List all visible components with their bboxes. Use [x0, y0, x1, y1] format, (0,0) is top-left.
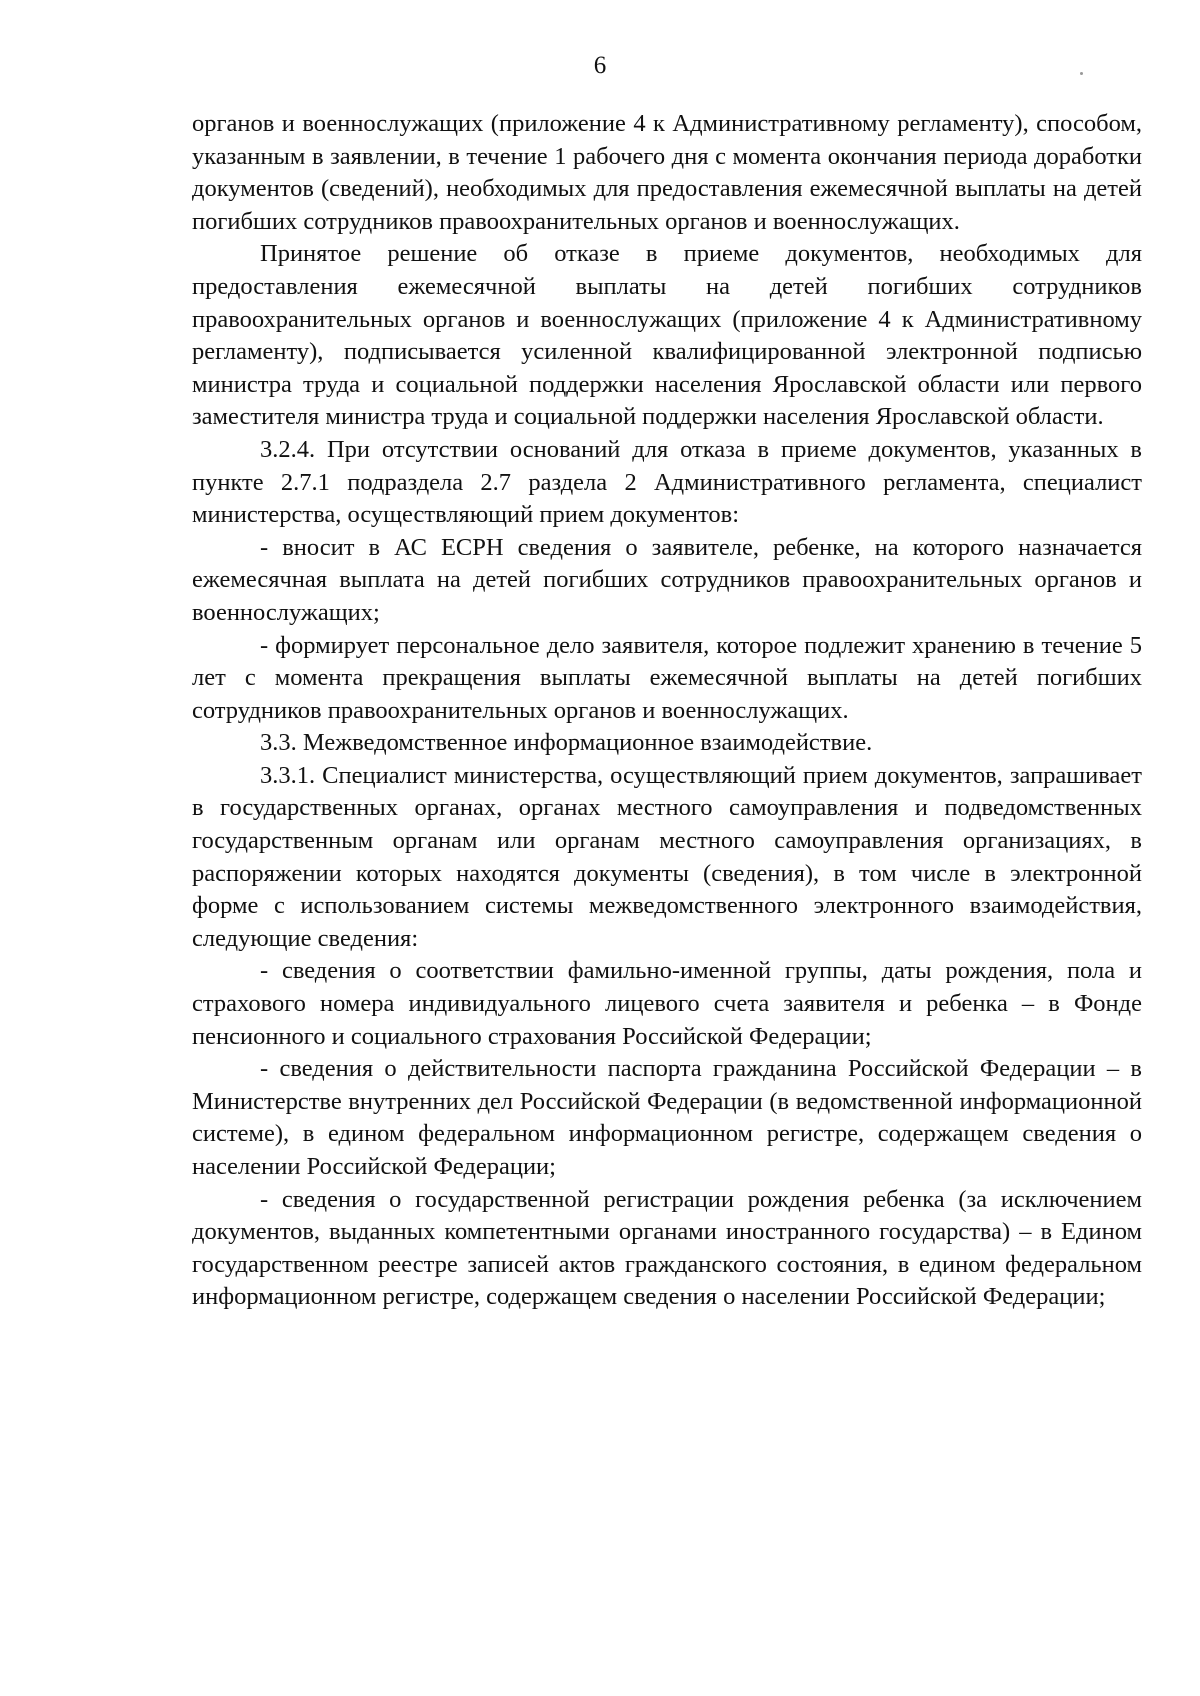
document-body	[192, 108, 1142, 1314]
scan-speck	[1080, 72, 1083, 75]
page-number: 6	[593, 52, 607, 79]
section-paragraph: 3.2.4. При отсутствии оснований для отказа в приеме документов, указанных в пункте 2.7.1 подраздела 2.7 раздела 2 Административного регламента, специалист министерства, осуществляющий прием документов:	[192, 435, 1142, 529]
section-heading: 3.3. Межведомственное информационное взаимодействие.	[260, 729, 873, 757]
list-item: - сведения о государственной регистрации рождения ребенка (за исключением документов, выданных компетентными органами иностранного государства) – в Едином государственном реестре записей актов гражданского состояния, в едином федеральном информационном регистре, содержащем сведения о населении Российской Федерации;	[192, 1185, 1142, 1311]
paragraph: Принятое решение об отказе в приеме документов, необходимых для предоставления ежемесячной выплаты на детей погибших сотрудников правоохранительных органов и военнослужащих (приложение 4 к Административному регламенту), подписывается усиленной квалифицированной электронной подписью министра труда и социальной поддержки населения Ярославской области или первого заместителя министра труда и социальной поддержки населения Ярославской области.	[192, 240, 1142, 431]
list-item: - сведения о соответствии фамильно-именной группы, даты рождения, пола и страхового номера индивидуального лицевого счета заявителя и ребенка – в Фонде пенсионного и социального страхования Российской Федерации;	[192, 957, 1142, 1050]
list-item: - вносит в АС ЕСРН сведения о заявителе, ребенке, на которого назначается ежемесячная выплата на детей погибших сотрудников правоохранительных органов и военнослужащих;	[192, 533, 1142, 626]
section-paragraph: 3.3.1. Специалист министерства, осуществляющий прием документов, запрашивает в государственных органах, органах местного самоуправления и подведомственных государственным органам или органам местного самоуправления организациях, в распоряжении которых находятся документы (сведения), в том числе в электронной форме с использованием системы межведомственного электронного взаимодействия, следующие сведения:	[192, 761, 1142, 952]
paragraph: органов и военнослужащих (приложение 4 к Административному регламенту), способом, указанным в заявлении, в течение 1 рабочего дня с момента окончания периода доработки документов (сведений), необходимых для предоставления ежемесячной выплаты на детей погибших сотрудников правоохранительных органов и военнослужащих.	[192, 110, 1142, 235]
list-item: - сведения о действительности паспорта гражданина Российской Федерации – в Министерстве внутренних дел Российской Федерации (в ведомственной информационной системе), в едином федеральном информационном регистре, содержащем сведения о населении Российской Федерации;	[192, 1055, 1142, 1180]
list-item: - формирует персональное дело заявителя, которое подлежит хранению в течение 5 лет с момента прекращения выплаты ежемесячной выплаты на детей погибших сотрудников правоохранительных органов и военнослужащих.	[192, 631, 1142, 724]
